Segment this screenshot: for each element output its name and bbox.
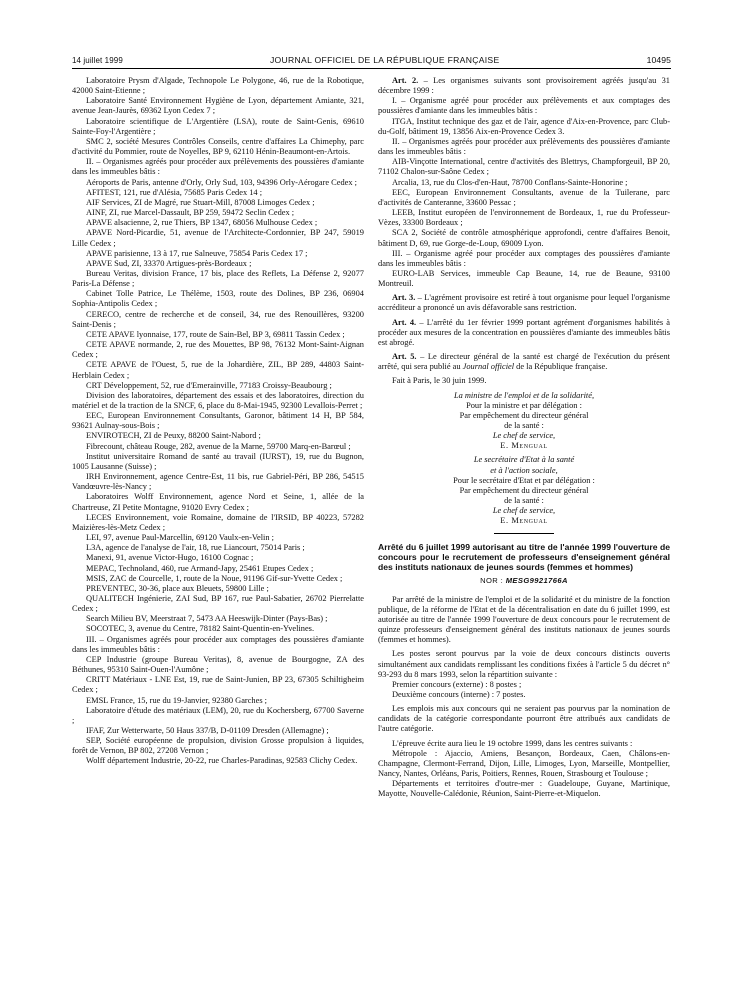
sig1-name: E. Mengual: [500, 441, 548, 451]
sig1-line-1: Pour la ministre et par délégation :: [466, 400, 582, 410]
decree-title: Arrêté du 6 juillet 1999 autorisant au titre de l'année 1999 l'ouverture de concours pour le recrutement de professeurs d'enseignement général des instituts nationaux de jeunes sourds (femmes et hommes): [378, 541, 670, 573]
list-item: APAVE alsacienne, 2, rue Thiers, BP 1347, 68056 Mulhouse Cedex ;: [86, 218, 318, 228]
list-item: Laboratoire Prysm d'Algade, Technopole Le Polygone, 46, rue de la Robotique, 42000 Saint-Etienne ;: [72, 76, 364, 96]
decree-para-4: Deuxième concours (interne) : 7 postes.: [392, 690, 526, 700]
list-item: APAVE parisienne, 13 à 17, rue Salneuve, 75854 Paris Cedex 17 ;: [86, 248, 308, 258]
right-column: [378, 76, 670, 990]
signature-block-1: [378, 391, 670, 452]
article-2-text: – Les organismes suivants sont provisoirement agréés jusqu'au 31 décembre 1999 :: [378, 76, 670, 96]
done-at: Fait à Paris, le 30 juin 1999.: [392, 376, 487, 386]
sig1-line-2: Par empêchement du directeur général: [459, 410, 589, 420]
list-item: Institut universitaire Romand de santé au travail (IURST), 19, rue du Bugnon, 1005 Lausanne (Suisse) ;: [72, 451, 364, 471]
nor-label: NOR :: [480, 576, 506, 586]
list-item: LECES Environnement, voie Romaine, domaine de l'IRSID, BP 40223, 57282 Maizières-lès-Metz Cedex ;: [72, 512, 364, 532]
list-item: Laboratoire d'étude des matériaux (LEM), 20, rue du Kochersberg, 67700 Saverne ;: [72, 705, 364, 725]
list-item: CETE APAVE normande, 2, rue des Mouettes, BP 98, 76132 Mont-Saint-Aignan Cedex ;: [72, 340, 364, 360]
list-item: Laboratoires Wolff Environnement, agence Nord et Seine, 1, allée de la Chartreuse, ZI Petite Montagne, 91020 Evry Cedex ;: [72, 492, 364, 512]
list-item: Search Milieu BV, Meerstraat 7, 5473 AA Heeswijk-Dinter (Pays-Bas) ;: [86, 614, 328, 624]
r-section-1-heading: I. – Organisme agréé pour procéder aux prélèvements et aux comptages des poussières d'amiante dans les immeubles bâtis :: [378, 96, 670, 116]
two-column-body: [72, 76, 671, 990]
list-item: CETE APAVE de l'Ouest, 5, rue de la Johardière, ZIL, BP 289, 44803 Saint-Herblain Cedex ;: [72, 360, 364, 380]
article-5-label: Art. 5.: [392, 352, 417, 362]
list-item: CRT Développement, 52, rue d'Emerainville, 77183 Croissy-Beaubourg ;: [86, 380, 332, 390]
list-item: AINF, ZI, rue Marcel-Dassault, BP 259, 59472 Seclin Cedex ;: [86, 208, 295, 218]
decree-para-7: Métropole : Ajaccio, Amiens, Besançon, Bordeaux, Caen, Châlons-en-Champagne, Clermont-Ferrand, Dijon, Lille, Limoges, Lyon, Marseille, Montpellier, Nancy, Nantes, Orléans, Paris, Poitiers, Rennes, Rouen, Strasbourg et Toulouse ;: [378, 748, 670, 779]
article-3-label: Art. 3.: [392, 293, 416, 303]
list-item: AIB-Vinçotte International, centre d'activités des Blettrys, Champforgeuil, BP 20, 71102 Chalon-sur-Saône Cedex ;: [378, 157, 670, 177]
article-3-text: – L'agrément provisoire est retiré à tout organisme pour lequel l'organisme accréditeur a prononcé un avis défavorable sans restriction.: [378, 293, 670, 313]
signature-block-2: [378, 455, 670, 526]
intro-list: [72, 76, 364, 157]
list-item: APAVE Nord-Picardie, 51, avenue de l'Architecte-Cordonnier, BP 247, 59019 Lille Cedex ;: [72, 228, 364, 248]
list-item: MEPAC, Technoland, 460, rue Armand-Japy, 25461 Etupes Cedex ;: [86, 563, 314, 573]
list-item: EEC, European Environnement Consultants, avenue de la Tuilerane, parc d'activités de Canteranne, 33600 Pessac ;: [378, 187, 670, 207]
list-item: LEEB, Institut européen de l'environnement de Bordeaux, 1, rue du Professeur-Vèzes, 33300 Bordeaux ;: [378, 208, 670, 228]
decree-para-1: Par arrêté de la ministre de l'emploi et de la solidarité et du ministre de la fonction publique, de la réforme de l'Etat et de la décentralisation en date du 6 juillet 1999, est autorisée au titre de l'année 1999 l'ouverture de deux concours pour le recrutement de quinze professeurs d'enseignement général des instituts nationaux de jeunes sourds (femmes et hommes).: [378, 594, 670, 645]
r-section-2-list: [378, 157, 670, 248]
list-item: SMC 2, société Mesures Contrôles Conseils, centre d'affaires La Chimephy, parc d'activité du Pommier, route de Noyelles, BP 9, 62110 Hénin-Beaumont-en-Artois.: [72, 136, 364, 157]
article-4-label: Art. 4.: [392, 317, 417, 327]
article-5-text-b: de la République française.: [514, 362, 608, 372]
list-item: CEP Industrie (groupe Bureau Veritas), 8, avenue de Bourgogne, ZA des Béthunes, 95310 Saint-Ouen-l'Aumône ;: [72, 654, 364, 675]
nor-reference: [378, 576, 670, 586]
list-item: ITGA, Institut technique des gaz et de l'air, agence d'Aix-en-Provence, parc Club-du-Golf, bâtiment 19, 13856 Aix-en-Provence Cedex 3.: [378, 116, 670, 136]
list-item: EMSL France, 15, rue du 19-Janvier, 92380 Garches ;: [86, 695, 267, 705]
sig1-title: La ministre de l'emploi et de la solidarité,: [453, 390, 595, 400]
list-item: Fibrecount, château Rouge, 282, avenue de la Marne, 59700 Marq-en-Barœul ;: [86, 441, 351, 451]
section-2-list: [72, 178, 364, 635]
section-3-heading: III. – Organismes agréés pour procéder aux comptages des poussières d'amiante dans les immeubles bâtis :: [72, 634, 364, 654]
r-section-3-list: [378, 269, 670, 289]
decree-para-3: Premier concours (externe) : 8 postes ;: [392, 679, 522, 689]
section-2-heading: II. – Organismes agréés pour procéder aux prélèvements des poussières d'amiante dans les immeubles bâtis :: [72, 157, 364, 177]
list-item: EURO-LAB Services, immeuble Cap Beaune, 14, rue de Beaune, 93100 Montreuil.: [378, 268, 670, 289]
section-3-list: [72, 655, 364, 767]
sig2-title-b: et à l'action sociale,: [490, 465, 558, 475]
list-item: PREVENTEC, 30-36, place aux Bleuets, 59800 Lille ;: [86, 583, 269, 593]
list-item: AFITEST, 121, rue d'Alésia, 75685 Paris Cedex 14 ;: [86, 187, 263, 197]
list-item: Arcalia, 13, rue du Clos-d'en-Haut, 78700 Conflans-Sainte-Honorine ;: [392, 177, 628, 187]
header-date: 14 juillet 1999: [72, 55, 123, 65]
article-3: [378, 293, 670, 313]
list-item: Aéroports de Paris, antenne d'Orly, Orly Sud, 103, 94396 Orly-Aérogare Cedex ;: [86, 177, 357, 187]
list-item: CERECO, centre de recherche et de conseil, 34, rue des Renouillères, 93200 Saint-Denis ;: [72, 309, 364, 329]
decree-para-8: Départements et territoires d'outre-mer : Guadeloupe, Guyane, Martinique, Mayotte, Nouvelle-Calédonie, Réunion, Saint-Pierre-et-Miquelon.: [378, 779, 670, 799]
list-item: CETE APAVE lyonnaise, 177, route de Sain-Bel, BP 3, 69811 Tassin Cedex ;: [86, 329, 345, 339]
nor-code: MESG9921766A: [505, 576, 568, 586]
article-2: [378, 76, 670, 96]
list-item: IFAF, Zur Wetterwarte, 50 Haus 337/B, D-01109 Dresden (Allemagne) ;: [86, 726, 329, 735]
article-4: [378, 318, 670, 348]
sig2-line-3: de la santé :: [504, 496, 544, 506]
list-item: Laboratoire Santé Environnement Hygiène de Lyon, département Amiante, 321, avenue Jean-Jaurès, 69362 Lyon Cedex 7 ;: [72, 96, 364, 116]
article-5-text-a: – Le directeur général de la santé est chargé de l'exécution du présent arrêté, qui sera publié au: [378, 352, 670, 372]
article-4-text: – L'arrêté du 1er février 1999 portant agrément d'organismes habilités à procéder aux mesures de la concentration en poussières d'amiante des immeubles bâtis est abrogé.: [378, 317, 670, 347]
header-page-number: 10495: [646, 55, 671, 65]
page-header: [72, 52, 671, 68]
list-item: Laboratoire scientifique de L'Argentière (LSA), route de Saint-Genis, 69610 Sainte-Foy-l'Argentière ;: [72, 116, 364, 136]
sig2-role: Le chef de service,: [492, 506, 556, 516]
list-item: MSIS, ZAC de Courcelle, 1, route de la Noue, 91196 Gif-sur-Yvette Cedex ;: [86, 573, 343, 583]
list-item: ENVIROTECH, ZI de Peuxy, 88200 Saint-Nabord ;: [86, 431, 261, 441]
decree-para-6: L'épreuve écrite aura lieu le 19 octobre 1999, dans les centres suivants :: [392, 738, 633, 748]
header-rule: [72, 68, 671, 69]
article-2-label: Art. 2.: [392, 76, 419, 85]
article-5-journal: Journal officiel: [462, 362, 515, 372]
list-item: SOCOTEC, 3, avenue du Centre, 78182 Saint-Quentin-en-Yvelines.: [86, 624, 315, 634]
decree-para-2: Les postes seront pourvus par la voie de deux concours distincts ouverts simultanément aux candidats remplissant les conditions fixées à l'article 5 du décret n° 93-293 du 8 mars 1993, selon la répartition suivante :: [378, 649, 670, 679]
sig2-title-a: Le secrétaire d'Etat à la santé: [473, 455, 575, 465]
list-item: QUALITECH Ingénierie, ZAI Sud, BP 167, rue Paul-Sabatier, 26702 Pierrelatte Cedex ;: [72, 593, 364, 614]
sig1-role: Le chef de service,: [492, 431, 556, 441]
section-divider: [494, 533, 554, 534]
article-5: [378, 352, 670, 372]
r-section-1-list: [378, 117, 670, 137]
sig1-line-3: de la santé :: [504, 421, 544, 430]
list-item: EEC, European Environnement Consultants, Garonor, bâtiment 14 H, BP 584, 93621 Aulnay-sous-Bois ;: [72, 411, 364, 431]
sig2-line-2: Par empêchement du directeur général: [459, 485, 589, 495]
list-item: Bureau Veritas, division France, 17 bis, place des Reflets, La Défense 2, 92077 Paris-La Défense ;: [72, 268, 364, 289]
decree-para-5: Les emplois mis aux concours qui ne seraient pas pourvus par la nomination de candidats de la catégorie correspondante pourront être attribués aux candidats de l'autre catégorie.: [378, 704, 670, 734]
list-item: SCA 2, Société de contrôle atmosphérique approfondi, centre d'affaires Benoit, bâtiment D, 69, rue Gorge-de-Loup, 69009 Lyon.: [378, 228, 670, 248]
list-item: SEP, Société européenne de propulsion, division Grosse propulsion à liquides, forêt de Vernon, BP 802, 27208 Vernon ;: [72, 736, 364, 756]
list-item: CRITT Matériaux - LNE Est, 19, rue de Saint-Junien, BP 23, 67305 Schiltigheim Cedex ;: [72, 675, 364, 695]
list-item: L3A, agence de l'analyse de l'air, 18, rue Liancourt, 75014 Paris ;: [86, 543, 305, 553]
sig2-name: E. Mengual: [500, 516, 548, 526]
header-title: JOURNAL OFFICIEL DE LA RÉPUBLIQUE FRANÇAISE: [269, 55, 500, 65]
list-item: Wolff département Industrie, 20-22, rue Charles-Paradinas, 92583 Clichy Cedex.: [86, 756, 358, 766]
list-item: APAVE Sud, ZI, 33370 Artigues-près-Bordeaux ;: [86, 258, 252, 268]
list-item: LEI, 97, avenue Paul-Marcellin, 69120 Vaulx-en-Velin ;: [86, 533, 274, 543]
list-item: AIF Services, ZI de Magré, rue Stuart-Mill, 87008 Limoges Cedex ;: [86, 197, 315, 207]
list-item: Cabinet Tolle Patrice, Le Thélème, 1503, route des Dolines, BP 236, 06904 Sophia-Antipolis Cedex ;: [72, 289, 364, 309]
r-section-2-heading: II. – Organismes agréés pour procéder aux prélèvements des poussières d'amiante dans les immeubles bâtis :: [378, 136, 670, 157]
sig2-line-1: Pour le secrétaire d'Etat et par délégation :: [453, 475, 595, 485]
list-item: IRH Environnement, agence Centre-Est, 11 bis, rue Gabriel-Péri, BP 286, 54515 Vandœuvre-lès-Nancy ;: [72, 472, 364, 492]
list-item: Manexi, 91, avenue Victor-Hugo, 16100 Cognac ;: [86, 553, 254, 563]
r-section-3-heading: III. – Organisme agréé pour procéder aux comptages des poussières d'amiante dans les immeubles bâtis :: [378, 248, 670, 268]
list-item: Division des laboratoires, département des essais et des laboratoires, direction du matériel et de la traction de la SNCF, 6, place du 8-Mai-1945, 92300 Levallois-Perret ;: [72, 390, 364, 410]
left-column: [72, 76, 364, 990]
